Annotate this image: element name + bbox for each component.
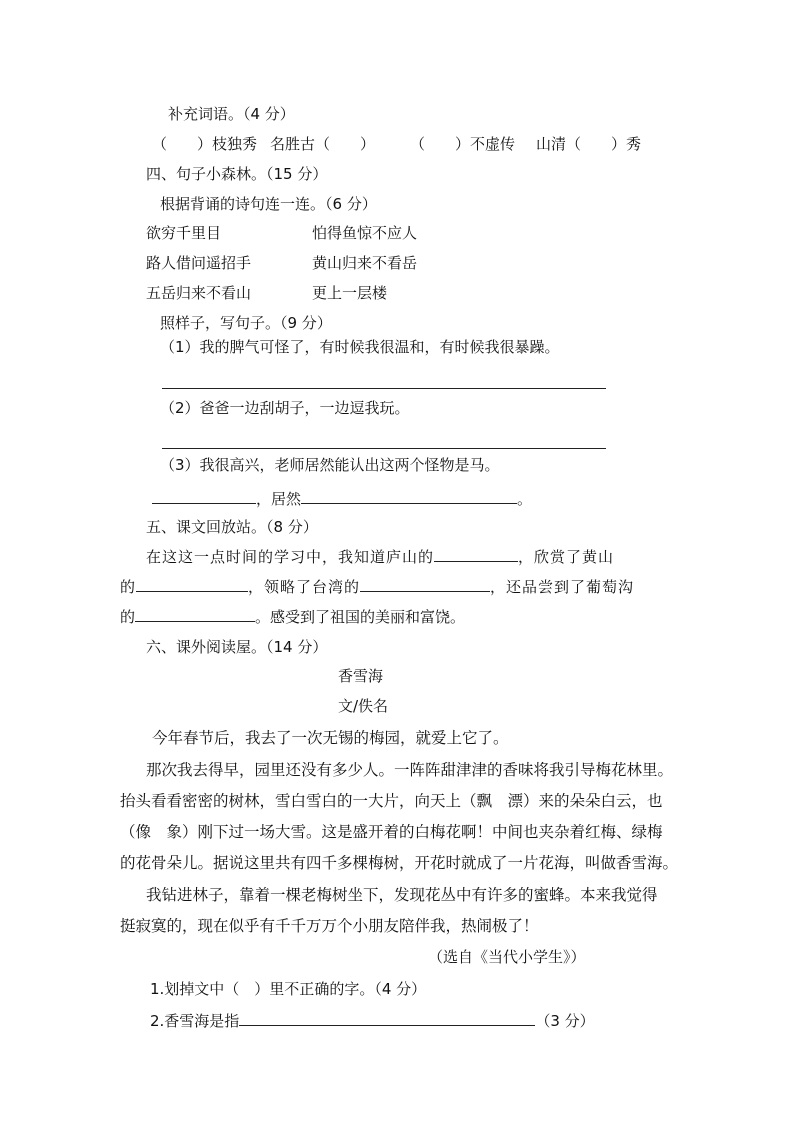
recall-blank-4[interactable] — [135, 607, 255, 622]
answer-line-1[interactable] — [162, 388, 606, 389]
ex3-blank-2[interactable] — [301, 489, 517, 504]
recall-text-3a: 的 — [120, 608, 136, 626]
article-para-3-line-1: 我钻进林子，靠着一棵老梅树坐下，发现花丛中有许多的蜜蜂。本来我觉得 — [146, 886, 658, 904]
article-para-1: 今年春节后，我去了一次无锡的梅园，就爱上它了。 — [152, 729, 509, 747]
poem-right-1[interactable]: 怕得鱼惊不应人 — [312, 224, 418, 242]
recall-line-1 — [146, 547, 614, 567]
article-source: （选自《当代小学生》） — [428, 948, 586, 966]
ex3-fill-end: 。 — [517, 490, 533, 508]
recall-text-1a: 在这这一点时间的学习中，我知道庐山的 — [146, 548, 435, 566]
recall-blank-2[interactable] — [136, 577, 248, 592]
poem-match-label: 根据背诵的诗句连一连。（6 分） — [160, 195, 377, 213]
article-author: 文/佚名 — [338, 697, 389, 715]
article-para-2-line-4: 的花骨朵儿。据说这里共有四千多棵梅树，开花时就成了一片花海，叫做香雪海。 — [120, 854, 679, 872]
recall-line-3 — [120, 607, 465, 627]
poem-right-3[interactable]: 更上一层楼 — [312, 284, 388, 302]
recall-text-1b: ，欣赏了黄山 — [518, 548, 615, 566]
article-para-2-line-2: 抬头看看密密的树林，雪白雪白的一大片，向天上（飘 漂）来的朵朵白云，也 — [120, 792, 663, 810]
idiom-item-4: 山清（ ）秀 — [536, 135, 642, 153]
recall-line-2 — [120, 577, 634, 597]
example-sentence-3: （3）我很高兴，老师居然能认出这两个怪物是马。 — [160, 456, 500, 474]
article-para-2-line-1: 那次我去得早，园里还没有多少人。一阵阵甜津津的香味将我引导梅花林里。 — [146, 761, 674, 779]
idiom-item-3: （ ）不虚传 — [410, 135, 516, 153]
recall-text-2a: 的 — [120, 578, 137, 596]
example-sentence-2: （2）爸爸一边刮胡子，一边逗我玩。 — [160, 399, 410, 417]
idiom-item-1: （ ）枝独秀 — [152, 135, 258, 153]
recall-text-3b: 。感受到了祖国的美丽和富饶。 — [255, 608, 466, 626]
imitate-label: 照样子，写句子。（9 分） — [160, 314, 332, 332]
reading-question-2 — [150, 1011, 595, 1031]
reading-question-1: 1.划掉文中（ ）里不正确的字。（4 分） — [150, 980, 427, 998]
poem-left-2[interactable]: 路人借问遥招手 — [146, 254, 252, 272]
reading-q2-score: （3 分） — [535, 1012, 595, 1030]
ex3-fill-mid: ，居然 — [256, 490, 302, 508]
answer-line-2[interactable] — [162, 448, 606, 449]
ex3-fill-row — [152, 489, 532, 509]
article-title: 香雪海 — [338, 667, 384, 685]
poem-right-2[interactable]: 黄山归来不看岳 — [312, 254, 418, 272]
article-para-2-line-3: （像 象）刚下过一场大雪。这是盛开着的白梅花啊！中间也夹杂着红梅、绿梅 — [120, 823, 663, 841]
poem-left-1[interactable]: 欲穷千里目 — [146, 224, 222, 242]
ex3-blank-1[interactable] — [152, 489, 256, 504]
recall-blank-3[interactable] — [360, 577, 490, 592]
idiom-item-2: 名胜古（ ） — [270, 135, 376, 153]
section-5-heading: 五、课文回放站。（8 分） — [146, 518, 318, 536]
section-4-heading: 四、句子小森林。（15 分） — [146, 165, 328, 183]
reading-q2-text: 2.香雪海是指 — [150, 1012, 240, 1030]
recall-text-2b: ，领略了台湾的 — [248, 578, 361, 596]
idiom-question-label: 补充词语。（4 分） — [168, 105, 295, 123]
recall-text-2c: ，还品尝到了葡萄沟 — [490, 578, 635, 596]
example-sentence-1: （1）我的脾气可怪了，有时候我很温和，有时候我很暴躁。 — [160, 338, 560, 356]
article-para-3-line-2: 挺寂寞的，现在似乎有千千万万个小朋友陪伴我，热闹极了！ — [120, 917, 539, 935]
section-6-heading: 六、课外阅读屋。（14 分） — [146, 638, 328, 656]
recall-blank-1[interactable] — [434, 547, 518, 562]
poem-left-3[interactable]: 五岳归来不看山 — [146, 284, 252, 302]
reading-q2-blank[interactable] — [239, 1011, 535, 1026]
